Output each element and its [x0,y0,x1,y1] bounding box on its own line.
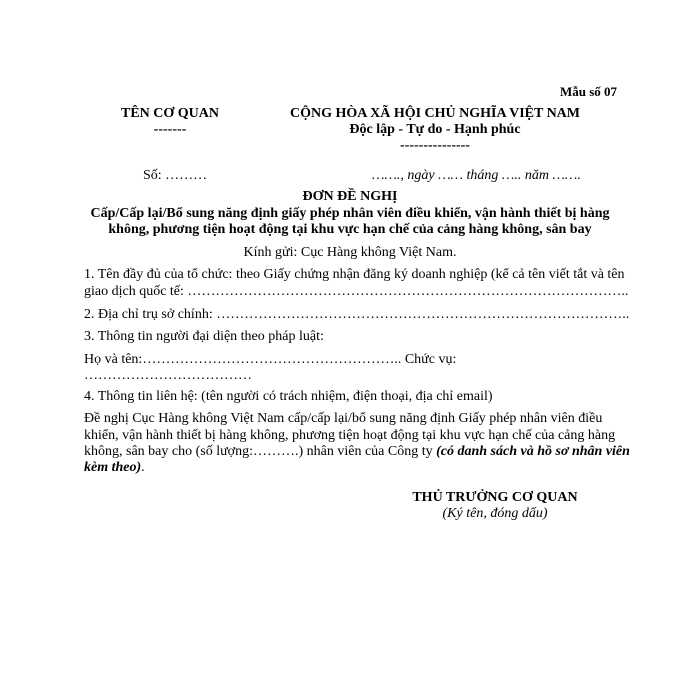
signature-note: (Ký tên, đóng dấu) [442,506,548,521]
document-subtitle-line1: Cấp/Cấp lại/Bổ sung năng định giấy phép nhân viên điều khiển, vận hành thiết bị hàng [90,206,610,221]
request-line1: Đề nghị Cục Hàng không Việt Nam cấp/cấp lại/bổ sung năng định Giấy phép nhân viên điều [84,411,603,426]
request-line3-italic: (có danh sách và hồ sơ nhân viên [436,444,630,459]
item4-contact: 4. Thông tin liên hệ: (tên người có trách nhiệm, điện thoại, địa chỉ email) [84,389,493,404]
agency-dash: ------- [153,122,187,137]
item1-line2: giao dịch quốc tế: ………………………………………………………………………………….. [84,284,629,299]
republic-title: CỘNG HÒA XÃ HỘI CHỦ NGHĨA VIỆT NAM [289,106,580,121]
representative-name-line: Họ và tên:……………………………………………….. Chức vụ: [84,352,457,367]
motto: Độc lập - Tự do - Hạnh phúc [349,122,521,137]
document-date: ……., ngày …… tháng ….. năm ……. [372,168,581,183]
item2-address: 2. Địa chỉ trụ sở chính: …………………………………………………………………………….. [84,307,630,322]
request-line4-end: . [141,460,145,475]
document-number: Số: ……… [143,168,208,183]
request-line4-italic: kèm theo) [84,460,142,475]
agency-name: TÊN CƠ QUAN [120,106,219,121]
request-line2: khiển, vận hành thiết bị hàng không, phương tiện hoạt động tại khu vực hạn chế của cảng hàng [84,428,616,443]
signature-title: THỦ TRƯỞNG CƠ QUAN [412,490,578,505]
representative-position-dots: ……………………………… [84,368,252,383]
item1-line1: 1. Tên đầy đủ của tổ chức: theo Giấy chứng nhận đăng ký doanh nghiệp (kể cả tên viết tắt và tên [84,267,625,282]
recipient-line: Kính gửi: Cục Hàng không Việt Nam. [243,245,457,260]
motto-dash: --------------- [400,138,470,153]
document-subtitle-line2: không, phương tiện hoạt động tại khu vực hạn chế của cảng hàng không, sân bay [108,222,592,237]
form-number: Mẫu số 07 [560,84,618,99]
request-line3 [84,443,630,460]
document-title: ĐƠN ĐỀ NGHỊ [302,189,398,204]
request-line4 [84,459,145,476]
request-line3-text: không, sân bay cho (số lượng:……….) nhân viên của Công ty [84,444,437,459]
item3-representative: 3. Thông tin người đại diện theo pháp luật: [84,329,324,344]
